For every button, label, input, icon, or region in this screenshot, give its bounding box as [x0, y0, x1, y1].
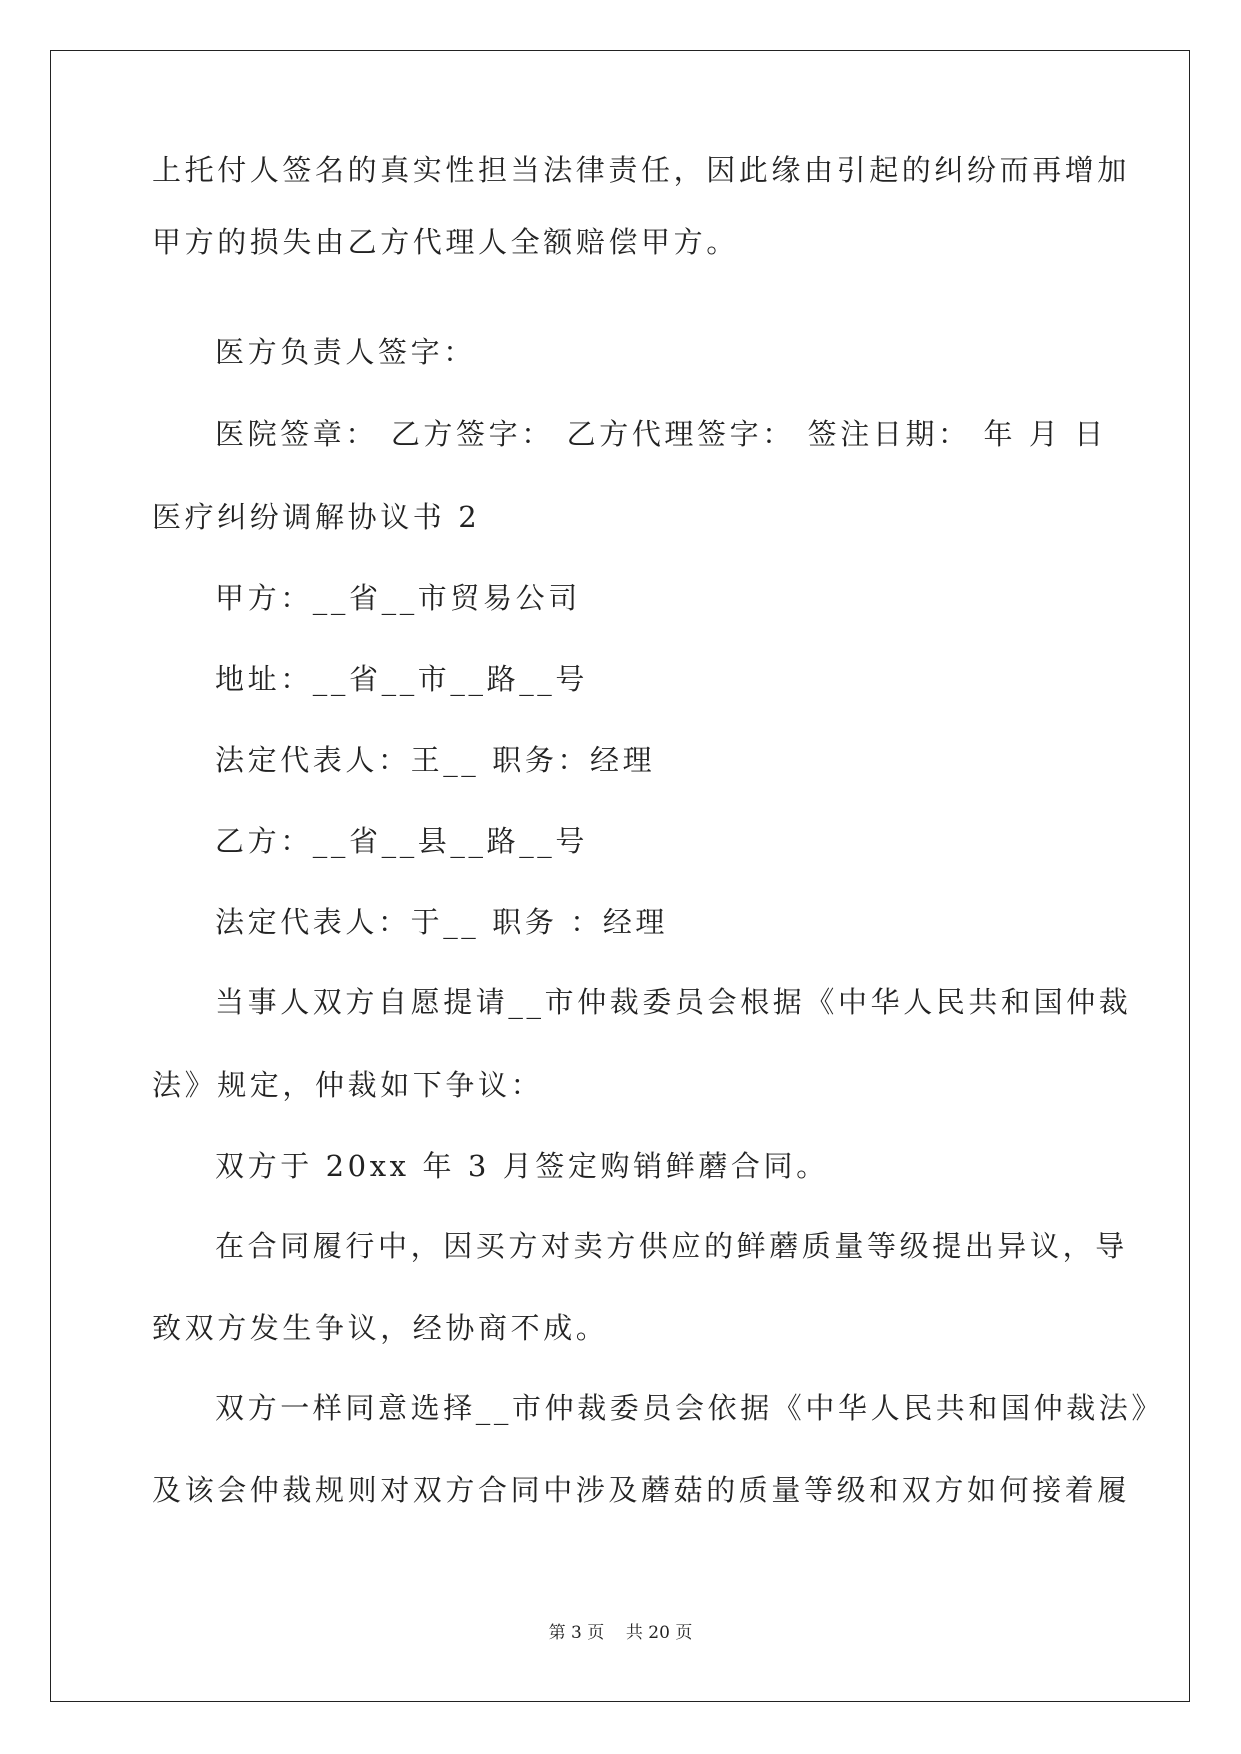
page-border — [50, 50, 1190, 1702]
text-line: 地址：__省__市__路__号 — [215, 662, 589, 696]
text-line: 甲方的损失由乙方代理人全额赔偿甲方。 — [152, 225, 739, 259]
text-line: 法定代表人：于__ 职务 ：经理 — [215, 905, 669, 939]
section-heading: 医疗纠纷调解协议书 2 — [152, 500, 481, 534]
text-line: 上托付人签名的真实性担当法律责任，因此缘由引起的纠纷而再增加 — [152, 153, 1131, 187]
page-number: 第 3 页 共 20 页 — [548, 1623, 693, 1643]
text-line: 致双方发生争议，经协商不成。 — [152, 1311, 609, 1345]
text-line: 医方负责人签字： — [215, 335, 476, 369]
text-line: 乙方：__省__县__路__号 — [215, 824, 589, 858]
text-line: 及该会仲裁规则对双方合同中涉及蘑菇的质量等级和双方如何接着履 — [152, 1473, 1131, 1507]
text-line: 甲方：__省__市贸易公司 — [215, 581, 581, 615]
text-line: 当事人双方自愿提请__市仲裁委员会根据《中华人民共和国仲裁 — [215, 985, 1132, 1019]
text-line: 双方一样同意选择__市仲裁委员会依据《中华人民共和国仲裁法》 — [215, 1391, 1165, 1425]
text-line: 医院签章： 乙方签字： 乙方代理签字： 签注日期： 年 月 日 — [215, 417, 1107, 451]
text-line: 双方于 20xx 年 3 月签定购销鲜蘑合同。 — [215, 1149, 829, 1183]
text-line: 法定代表人：王__ 职务：经理 — [215, 743, 656, 777]
text-line: 在合同履行中，因买方对卖方供应的鲜蘑质量等级提出异议，导 — [215, 1229, 1128, 1263]
text-line: 法》规定，仲裁如下争议： — [152, 1068, 544, 1102]
